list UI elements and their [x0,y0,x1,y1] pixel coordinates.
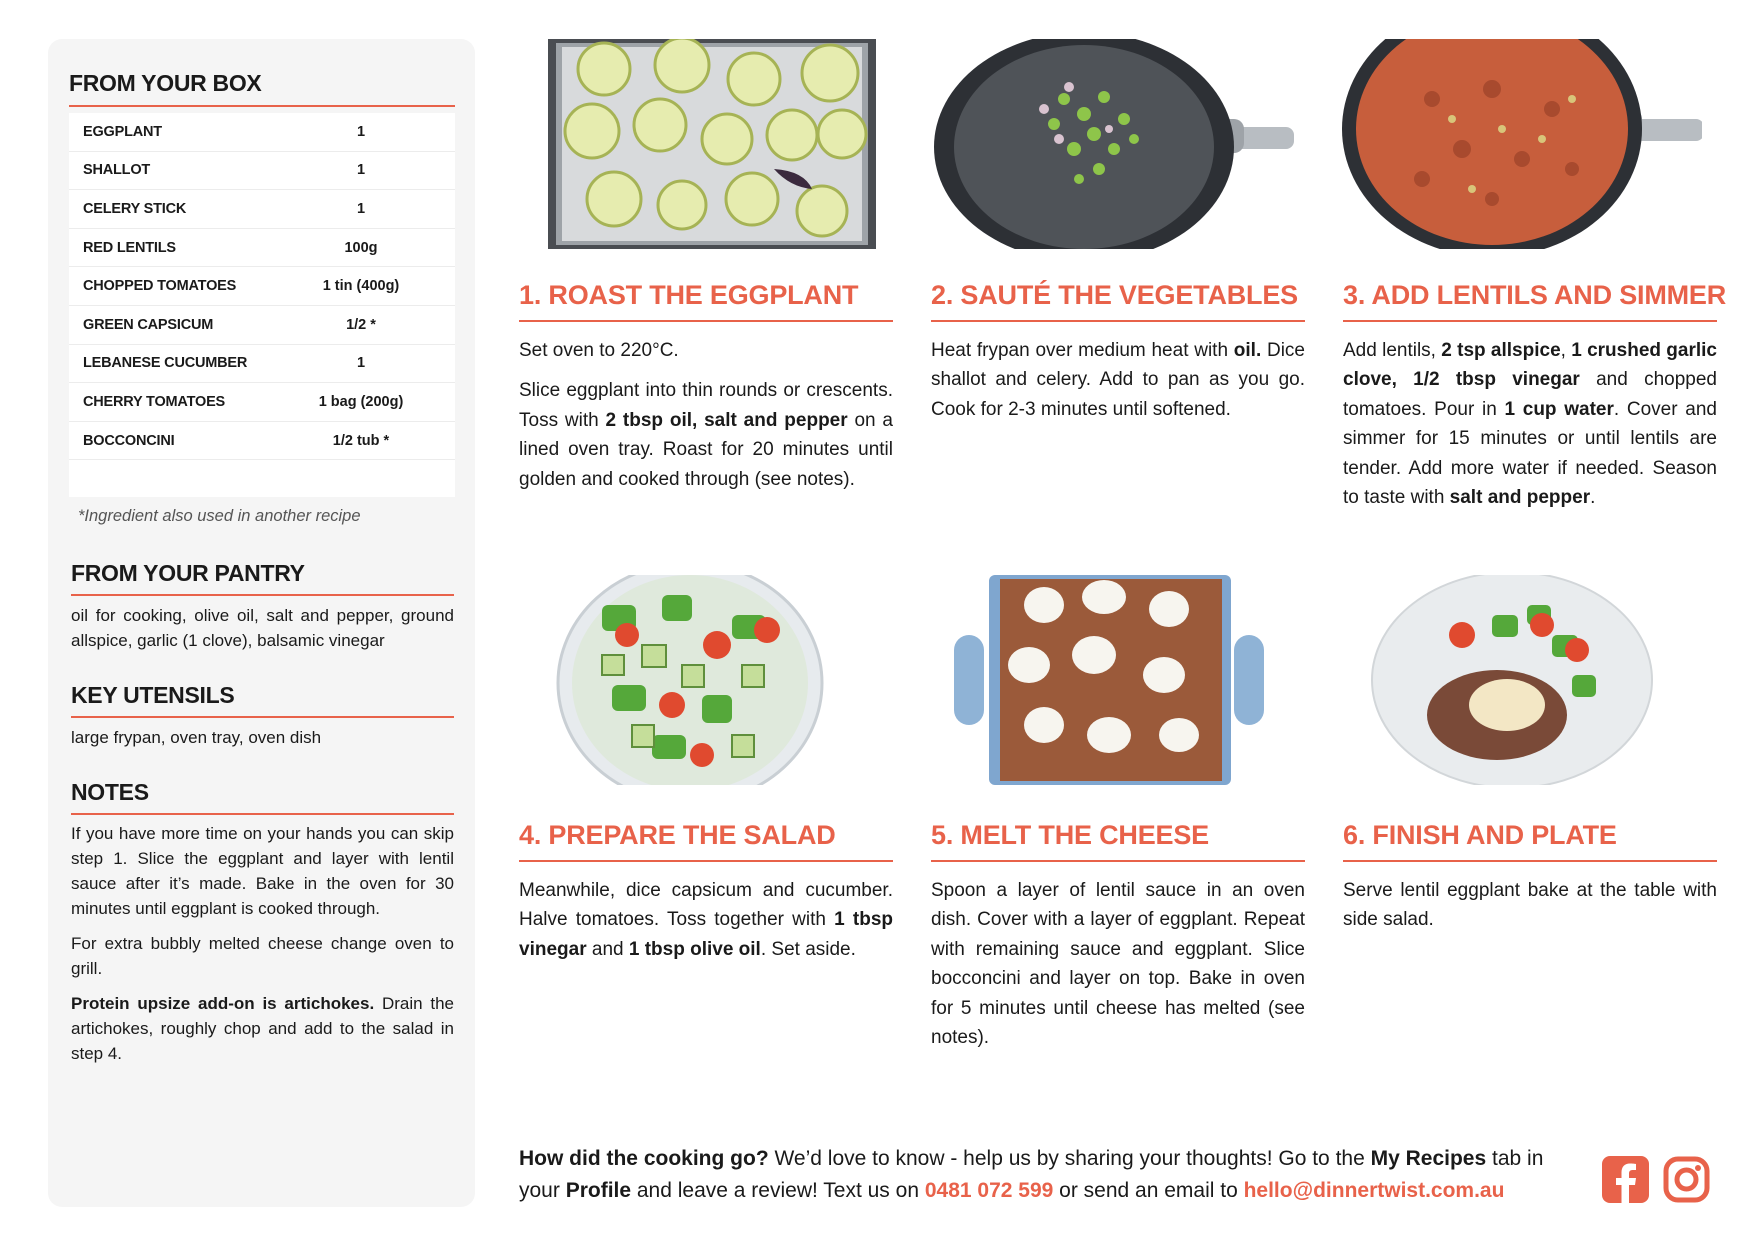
ingredient-qty: 1 [356,355,366,372]
step-6-text [1343,876,1717,946]
facebook-icon[interactable] [1602,1156,1649,1203]
bold-text: 1 crushed garlic clove, 1/2 tbsp vinegar [1343,340,1717,391]
text-run: . Cover and simmer for 15 minutes or until lentils are tender. Add more water if needed. Season to taste with [1343,398,1717,509]
divider [519,860,893,862]
bold-text: oil. [1233,340,1262,361]
text-run: Serve lentil eggplant bake at the table with side salad. [1343,880,1717,931]
ingredient-qty: 1 bag (200g) [318,393,404,410]
ingredient-name: SHALLOT [83,162,151,179]
ingredient-row [69,190,455,229]
divider [931,860,1305,862]
ingredient-qty: 1/2 tub * [332,432,390,449]
step-paragraph [931,336,1305,424]
frypan-veg-photo [934,39,1294,249]
feedback-footer [519,1143,1589,1206]
step-1-text [519,336,893,505]
from-pantry-title: FROM YOUR PANTRY [71,560,305,586]
bold-text: 1 cup water [1504,398,1614,420]
ingredient-qty: 1/2 * [346,316,376,333]
ingredient-qty: 1 tin (400g) [322,278,400,295]
divider [1343,320,1717,322]
divider [1343,860,1717,862]
step-title: 4. PREPARE THE SALAD [519,820,836,850]
divider [71,813,454,815]
step-title: 5. MELT THE CHEESE [931,820,1209,850]
step-title: 1. ROAST THE EGGPLANT [519,280,859,310]
step-3-text [1343,336,1717,523]
step-paragraph [519,876,893,964]
ingredient-qty: 100g [344,239,378,256]
text-run: Dice shallot and celery. Add to pan as you go. Cook for 2-3 minutes until softened. [931,340,1305,420]
divider [71,594,454,596]
ingredient-row [69,267,455,306]
utensils-text: large frypan, oven tray, oven dish [71,728,322,747]
text-run: tab in your [519,1147,1544,1202]
divider [71,716,454,718]
divider [519,320,893,322]
step-title: 2. SAUTÉ THE VEGETABLES [931,280,1298,310]
ingredient-name: GREEN CAPSICUM [83,316,214,333]
bold-text: salt and pepper [1449,487,1591,509]
plated-meal-photo [1342,575,1702,785]
text-run: Heat frypan over medium heat with [931,340,1234,361]
ingredient-row [69,383,455,422]
step-4-text [519,876,893,975]
ingredient-qty: 1 [356,123,366,140]
bake-dish-photo [934,575,1294,785]
notes-paragraph: If you have more time on your hands you can skip step 1. Slice the eggplant and layer with lentil sauce after it’s made. Bake in the oven for 30 minutes until eggplant is cooked through. [71,824,454,918]
text-run: We’d love to know - help us by sharing your thoughts! Go to the [768,1147,1371,1170]
step-paragraph [519,376,893,494]
notes-paragraph: For extra bubbly melted cheese change oven to grill. [71,934,454,978]
instagram-icon[interactable] [1663,1156,1710,1203]
bold-text: 1 tbsp vinegar [519,909,893,960]
step-5-text [931,876,1305,1063]
lentil-sauce-photo [1342,39,1702,249]
step-paragraph: Set oven to 220°C. [519,340,679,361]
text-run: and leave a review! Text us on [631,1178,925,1202]
text-run: . Set aside. [760,938,856,960]
text-run: , [1560,340,1572,361]
footnote: *Ingredient also used in another recipe [78,507,361,525]
contact-link[interactable]: 0481 072 599 [924,1178,1054,1202]
ingredient-qty: 1 [356,162,366,179]
text-run: and chopped tomatoes. Pour in [1343,369,1717,420]
text-run: . [1590,487,1596,509]
ingredient-name: BOCCONCINI [83,432,175,449]
footer-text [519,1147,1543,1202]
ingredient-row [69,306,455,345]
divider [931,320,1305,322]
text-run: Spoon a layer of lentil sauce in an oven dish. Cover with a layer of eggplant. Repeat with remaining sauce and eggplant. Slice bocconcini and layer on top. Bake in oven for 5 minutes until cheese has melted (see notes). [931,880,1305,1049]
text-run: Meanwhile, dice capsicum and cucumber. Halve tomatoes. Toss together with [519,880,893,931]
text-run: or send an email to [1053,1178,1244,1202]
step-paragraph [1343,876,1717,935]
text-run: on a lined oven tray. Roast for 20 minutes until golden and cooked through (see notes). [519,409,893,490]
ingredient-name: EGGPLANT [83,123,162,140]
ingredient-row [69,229,455,268]
text-run: Add lentils, [1343,340,1442,361]
ingredient-row [69,113,455,152]
ingredients-table [69,113,455,497]
step-paragraph [1343,336,1717,512]
ingredient-name: LEBANESE CUCUMBER [83,355,248,372]
ingredient-name: CHERRY TOMATOES [83,393,226,410]
ingredient-row [69,152,455,191]
salad-bowl-photo [542,575,882,785]
bold-text: 2 tsp allspice [1441,340,1561,361]
notes-bold: Protein upsize add-on is artichokes. [71,994,375,1013]
text-run: and [586,938,629,960]
ingredient-row [69,422,455,461]
step-paragraph [931,876,1305,1052]
ingredient-row [69,345,455,384]
divider [69,105,455,107]
key-utensils-title: KEY UTENSILS [71,682,235,708]
ingredient-name: RED LENTILS [83,239,176,256]
ingredient-qty: 1 [356,200,366,217]
notes-text [71,821,454,1076]
contact-link[interactable]: hello@dinnertwist.com.au [1243,1178,1505,1202]
pantry-text: oil for cooking, olive oil, salt and pepper, ground allspice, garlic (1 clove), balsamic vinegar [71,606,454,650]
notes-rest: Drain the artichokes, roughly chop and add to the salad in step 4. [71,994,455,1063]
bold-text: 2 tbsp oil, salt and pepper [605,409,848,431]
text-run: Slice eggplant into thin rounds or crescents. Toss with [519,380,893,431]
bold-text: 1 tbsp olive oil [628,938,761,960]
step-title: 6. FINISH AND PLATE [1343,820,1617,850]
step-2-text [931,336,1305,435]
bold-text: My Recipes [1370,1147,1487,1170]
eggplant-tray-photo [542,39,882,249]
ingredient-name: CELERY STICK [83,200,187,217]
bold-text: Profile [565,1178,632,1202]
notes-title: NOTES [71,779,149,805]
from-box-title: FROM YOUR BOX [69,70,262,96]
notes-paragraph [71,991,454,1066]
bold-text: How did the cooking go? [519,1147,769,1170]
ingredient-name: CHOPPED TOMATOES [83,278,237,295]
step-title: 3. ADD LENTILS AND SIMMER [1343,280,1727,310]
